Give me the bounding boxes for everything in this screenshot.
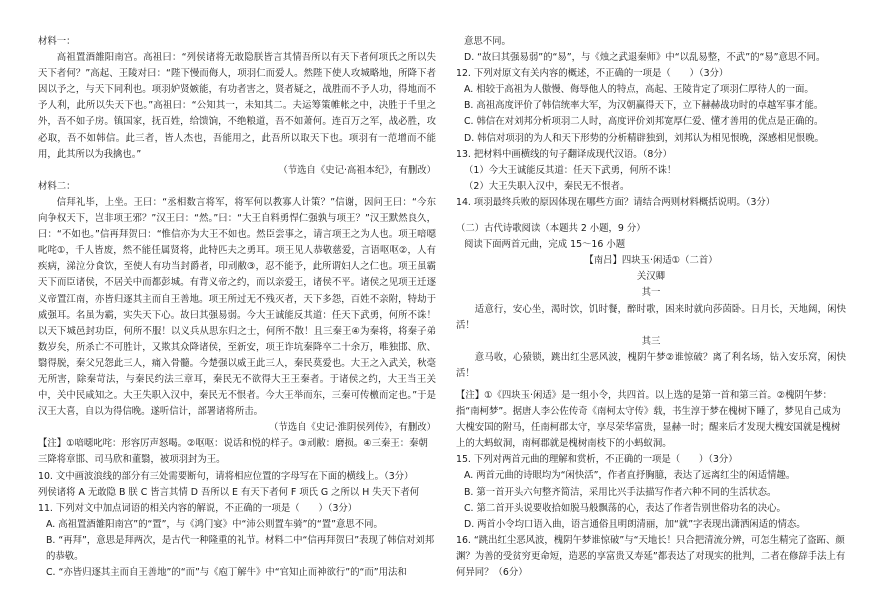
spacer bbox=[456, 211, 846, 221]
section-2-instruction: 阅读下面两首元曲，完成 15～16 小题 bbox=[464, 239, 626, 251]
question-13: 13. 把材料中画横线的句子翻译成现代汉语。（8分） bbox=[456, 148, 673, 160]
question-10: 10. 文中画波浪线的部分有三处需要断句，请将相应位置的字母写在下面的横线上。（3分） bbox=[38, 470, 414, 482]
poem-one-label: 其一 bbox=[641, 287, 661, 299]
right-column bbox=[456, 34, 846, 581]
material-two-citation: （节选自《史记·淮阴侯列传》，有删改） bbox=[268, 422, 436, 434]
section-2-heading: （二）古代诗歌阅读（本题共 2 小题，9 分） bbox=[456, 223, 646, 235]
material-one-title: 材料一： bbox=[38, 36, 76, 47]
question-13-item-2: （2）大王失职入汉中，秦民无不恨者。 bbox=[464, 180, 630, 192]
question-11-option-c: C. “亦皆归逐其主而自王善地”的“而”与《庖丁解牛》中“官知止而神欲行”的“而”用法和 bbox=[46, 567, 407, 579]
question-11-option-d: D. “故曰其强易弱”的“易”，与《烛之武退秦师》中“以乱易整，不武”的“易”意思不同。 bbox=[464, 52, 826, 64]
material-one-text: 高祖置酒雒阳南宫。高祖曰：“列侯诸将无敢隐朕皆言其情吾所以有天下者何项氏之所以失天下者何？”高起、王陵对曰：“陛下慢而侮人，项羽仁而爱人。然陛下使人攻城略地，所降下者因以予之，与天下同利也。项羽妒贤嫉能，有功者害之，贤者疑之，战胜而不予人功，得地而不予人利，此所以失天下也。”高祖曰：“公知其一，未知其二。夫运筹策帷帐之中，决胜于千里之外，吾不如子房。镇国家，抚百姓，给馈饷，不绝粮道，吾不如萧何。连百万之军，战必胜，攻必取，吾不如韩信。此三者，皆人杰也，吾能用之，此吾所以取天下也。项羽有一范增而不能用，此其所以为我擒也。” bbox=[38, 52, 436, 160]
question-12-option-c: C. 韩信在对刘邦分析项羽二人时，高度评价刘邦宽厚仁爱、懂才善用的优点是正确的。 bbox=[464, 116, 824, 128]
left-column bbox=[38, 34, 436, 581]
material-two-text: 信拜礼毕，上坐。王曰：“丞相数言将军，将军何以教寡人计策？”信谢，因问王曰：“今东向争权天下，岂非项王邪？”汉王曰：“然。”曰：“大王自料勇悍仁强孰与项王？”汉王默然良久，曰：“不如也。”信再拜贺曰：“惟信亦为大王不如也。然臣尝事之，请言项王之为人也。项王喑噁叱咤①，千人皆废，然不能任属贤将，此特匹夫之勇耳。项王见人恭敬慈爱，言语呕呕②，人有疾病，涕泣分食饮，至使人有功当封爵者，印刓敝③，忍不能予，此所谓妇人之仁也。项王虽霸天下而臣诸侯，不居关中而都彭城。有背义帝之约，而以亲爱王，诸侯不平。诸侯之见项王迁逐义帝置江南，亦皆归逐其主而自王善地。项王所过无不残灭者，天下多怨，百姓不亲附，特劫于威强耳。名虽为霸，实失天下心。故曰其强易弱。今大王诚能反其道：任天下武勇，何所不诛！以天下城邑封功臣，何所不服！以义兵从思东归之士，何所不散！且三秦王④为秦将，将秦子弟数岁矣，所杀亡不可胜计，又欺其众降诸侯，至新安，项王诈坑秦降卒二十余万，唯独邯、欣、翳得脱，秦父兄怨此三人，痛入骨髓。今楚强以威王此三人，秦民莫爱也。大王之入武关，秋毫无所害，除秦苛法，与秦民约法三章耳，秦民无不欲得大王王秦者。于诸侯之约，大王当王关中，关中民咸知之。大王失职入汉中，秦民无不恨者。今大王举而东，三秦可传檄而定也。”于是汉王大喜，自以为得信晚。遂听信计，部署诸将所击。 bbox=[38, 196, 436, 418]
poem-three-text: 意马收，心猿锁，跳出红尘恶风波，槐阴午梦②谁惊破？离了利名场，钻入安乐窝，闲快活！ bbox=[456, 351, 846, 379]
question-14: 14. 项羽最终兵败的原因体现在哪些方面？请结合两则材料概括说明。（3分） bbox=[456, 196, 776, 208]
poem-author: 关汉卿 bbox=[636, 271, 666, 283]
poem-one-text: 适意行，安心坐，渴时饮，饥时餐，醉时歌，困来时就向莎茵卧。日月长，天地阔，闲快活！ bbox=[456, 303, 846, 331]
question-12-option-d: D. 韩信对项羽的为人和天下形势的分析精辟独到，刘邦认为相见恨晚，深感相见恨晚。 bbox=[464, 132, 825, 144]
question-11-option-b: B. “再拜”，意思是拜两次，是古代一种隆重的礼节。材料二中“信再拜贺曰”表现了韩信对刘邦的恭敬。 bbox=[46, 534, 435, 562]
poem-three-label: 其三 bbox=[641, 335, 661, 347]
material-two-title: 材料二： bbox=[38, 180, 76, 192]
poem-annotation: 【注】①《四块玉·闲适》是一组小令，共四首。以上选的是第一首和第三首。②槐阴午梦：指“南柯梦”。据唐人李公佐传奇《南柯太守传》载，书生淳于梦在槐树下睡了，梦见自己成为大槐安国的附马，任南柯郡太守，享尽荣华富贵，显赫一时；醒来后才发现大槐安国就是槐树上的大蚂蚁洞，南柯郡就是槐树南枝下的小蚂蚁洞。 bbox=[456, 389, 841, 450]
question-15-option-a: A. 两首元曲的诗眼均为“闲快活”，作者直抒胸臆，表达了远离红尘的闲适情趣。 bbox=[464, 470, 796, 482]
question-12-option-a: A. 相较于高祖为人傲慢、侮辱他人的特点，高起、王陵肯定了项羽仁厚待人的一面。 bbox=[464, 84, 814, 96]
question-12: 12. 下列对原文有关内容的概述，不正确的一项是（ ）（3分） bbox=[456, 68, 729, 80]
question-15-option-c: C. 第二首开头说要收拾如脱马般飘荡的心，表达了作者告别世俗功名的决心。 bbox=[464, 502, 786, 514]
question-15-option-b: B. 第一首开头六句整齐简洁，采用比兴手法描写作者六种不同的生活状态。 bbox=[464, 486, 777, 498]
annotation-note: 【注】①喑噁叱咤：形容厉声怒喝。②呕呕：说话和悦的样子。③刓敝：磨损。④三秦王：秦朝三降将章邯、司马欣和董翳，被项羽封为王。 bbox=[38, 438, 428, 466]
question-15: 15. 下列对两首元曲的理解和赏析，不正确的一项是（ ）（3分） bbox=[456, 454, 738, 466]
poem-title: 【南吕】四块玉·闲适①（二首） bbox=[584, 255, 718, 267]
question-11: 11. 下列对文中加点词语的相关内容的解说，不正确的一项是（ ）（3分） bbox=[38, 502, 358, 514]
question-13-item-1: （1）今大王诚能反其道：任天下武勇，何所不诛！ bbox=[464, 164, 677, 176]
question-12-option-b: B. 高祖高度评价了韩信统率大军，为汉朝赢得天下，立下赫赫战功时的卓越军事才能。 bbox=[464, 100, 824, 112]
question-15-option-d: D. 两首小令均口语入曲，语言通俗且明朗清丽，加“就”字表现出潇洒闲适的情态。 bbox=[464, 518, 806, 530]
question-11-option-c-tail: 意思不同。 bbox=[464, 36, 511, 47]
question-11-option-a: A. 高祖置酒雒阳南宫”的“置”，与《鸿门宴》中“沛公则置车骑”的“置”意思不同。 bbox=[46, 518, 383, 530]
question-10-line: 列侯诸将 A 无敢隐 B 朕 C 皆言其情 D 吾所以 E 有天下者何 F 项氏 G 之所以 H 失天下者何 bbox=[38, 486, 420, 498]
material-one-citation: （节选自《史记·高祖本纪》，有删改） bbox=[278, 164, 436, 176]
question-16: 16. “跳出红尘恶风波，槐阴午梦谁惊破”与“天地长！只合把清流分辨，可怎生精完了盗跖、颜渊？为善的受贫穷更命短，造恶的享富贵又寿延”都表达了对现实的批判，二者在修辞手法上有何异同？（6分） bbox=[456, 534, 846, 578]
